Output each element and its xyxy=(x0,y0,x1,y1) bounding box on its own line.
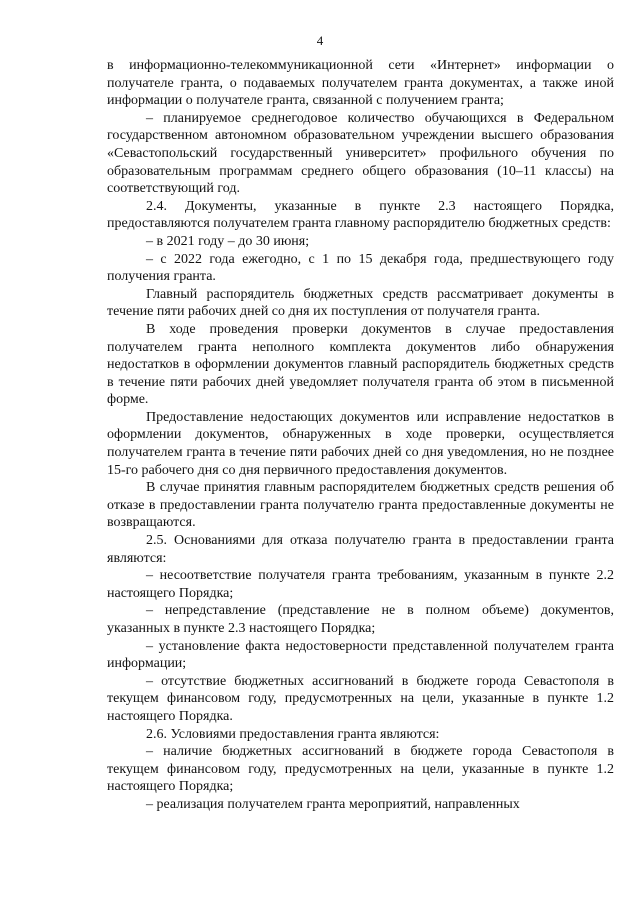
paragraph: – реализация получателем гранта мероприятий, направленных xyxy=(146,796,520,812)
paragraph: – в 2021 году – до 30 июня; xyxy=(146,233,310,249)
paragraph: В случае принятия главным распорядителем бюджетных средств решения об отказе в предоставлении гранта получателю гранта предоставленные документы не возвращаются. xyxy=(107,480,614,531)
paragraph: – установление факта недостоверности представленной получателем гранта информации; xyxy=(107,638,614,672)
paragraph: – с 2022 года ежегодно, с 1 по 15 декабря года, предшествующего году получения гранта. xyxy=(107,251,614,285)
paragraph: – отсутствие бюджетных ассигнований в бюджете города Севастополя в текущем финансовом году, предусмотренных на цели, указанные в пункте 1.2 настоящего Порядка. xyxy=(107,673,614,724)
paragraph: 2.6. Условиями предоставления гранта являются: xyxy=(146,726,440,742)
paragraph: Главный распорядитель бюджетных средств рассматривает документы в течение пяти рабочих дней со дня их поступления от получателя гранта. xyxy=(107,286,614,320)
paragraph: – непредставление (представление не в полном объеме) документов, указанных в пункте 2.3 настоящего Порядка; xyxy=(107,603,614,636)
document-body xyxy=(107,57,614,814)
paragraph: в информационно-телекоммуникационной сети «Интернет» информации о получателе гранта, о подаваемых получателем гранта документах, а также иной информации о получателе гранта, связанной с получением гранта; xyxy=(107,58,614,109)
paragraph: Предоставление недостающих документов или исправление недостатков в оформлении документов, обнаруженных в ходе проверки, осуществляется получателем гранта в течение пяти рабочих дней со дня уведомления, но не позднее 15-го рабочего дня со дня первичного предоставления документов. xyxy=(107,409,614,478)
paragraph: 2.5. Основаниями для отказа получателю гранта в предоставлении гранта являются: xyxy=(107,533,614,566)
paragraph: 2.4. Документы, указанные в пункте 2.3 настоящего Порядка, предоставляются получателем гранта главному распорядителю бюджетных средств: xyxy=(107,198,614,232)
page-number: 4 xyxy=(316,33,324,48)
paragraph: – несоответствие получателя гранта требованиям, указанным в пункте 2.2 настоящего Порядка; xyxy=(107,568,614,601)
paragraph: В ходе проведения проверки документов в случае предоставления получателем гранта неполного комплекта документов либо обнаружения недостатков в оформлении документов главный распорядитель бюджетных средств в течение пяти рабочих дней уведомляет получателя гранта об этом в письменной форме. xyxy=(107,321,614,408)
paragraph: – наличие бюджетных ассигнований в бюджете города Севастополя в текущем финансовом году, предусмотренных на цели, указанные в пункте 1.2 настоящего Порядка; xyxy=(107,744,614,795)
paragraph: – планируемое среднегодовое количество обучающихся в Федеральном государственном автономном образовательном учреждении высшего образования «Севастопольский государственный университет» профильного обучения по образовательным программам среднего общего образования (10–11 классы) на соответствующий год. xyxy=(107,110,614,197)
